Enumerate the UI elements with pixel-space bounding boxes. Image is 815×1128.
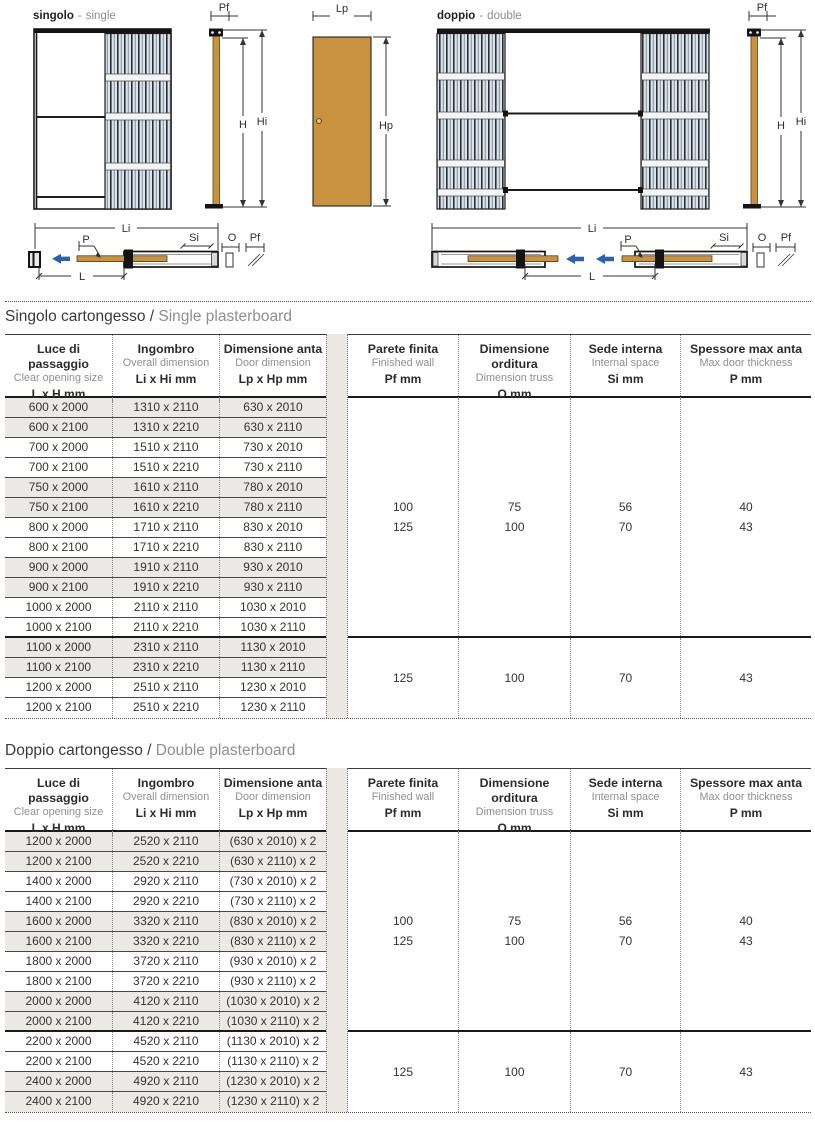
column-header: Parete finita Finished wall Pf mm: [367, 342, 439, 386]
spec-value: 70: [618, 1065, 633, 1079]
table-row: [5, 538, 326, 558]
table-cell: 1510 x 2210: [112, 458, 219, 477]
table-cell: 2110 x 2110: [112, 598, 219, 617]
table-cell: 1030 x 2110: [219, 618, 326, 636]
table-row: [5, 618, 326, 638]
table-cell: (830 x 2010) x 2: [219, 912, 326, 931]
spec-pf: [348, 1032, 458, 1112]
table-cell: 2920 x 2210: [112, 892, 219, 911]
table-cell: 2000 x 2000: [25, 994, 92, 1008]
table-cell: 1800 x 2000: [25, 954, 92, 968]
column-header: Dimensione orditura Dimension truss O mm: [458, 335, 570, 402]
dim-label-p: P: [624, 234, 632, 246]
table-cell: 1510 x 2110: [112, 438, 219, 457]
spec-group: [348, 398, 811, 638]
table-cell: 2400 x 2100: [25, 1094, 92, 1108]
table-row: [5, 1052, 326, 1072]
dim-label-si: Si: [189, 232, 199, 244]
track-carriage: [747, 29, 761, 37]
track-carriage: [209, 29, 223, 37]
dim-label-li: Li: [121, 223, 131, 235]
table-row: [5, 912, 326, 932]
table-cell: 830 x 2110: [219, 538, 326, 557]
dim-label-l: L: [78, 271, 86, 283]
table-cell: 2520 x 2210: [112, 852, 219, 871]
spec-p: [680, 832, 811, 1030]
table-body-left: [5, 398, 326, 718]
table-cell: 2920 x 2110: [112, 872, 219, 891]
table-cell: 4920 x 2110: [112, 1072, 219, 1091]
column-header: Ingombro Overall dimension Li x Hi mm: [112, 769, 219, 836]
column-header: Sede interna Internal space Si mm: [570, 335, 680, 402]
table-row: [5, 972, 326, 992]
table-cell: 4120 x 2210: [112, 1012, 219, 1030]
table-cell: 1600 x 2000: [25, 914, 92, 928]
spec-p: [680, 398, 811, 636]
table-cell: (930 x 2110) x 2: [219, 972, 326, 991]
spec-value: 56: [618, 914, 633, 928]
spec-si: [570, 398, 680, 636]
column-header: Luce di passaggio Clear opening size L x H mm: [13, 342, 104, 401]
table-cell: 1400 x 2100: [25, 894, 92, 908]
door-plan-left: [468, 256, 558, 262]
jamb-post-section: [751, 33, 758, 205]
table-cell: 4920 x 2210: [112, 1092, 219, 1112]
table-cell: 1600 x 2100: [25, 934, 92, 948]
table-cell: 630 x 2010: [219, 398, 326, 417]
spec-pf: [348, 398, 458, 636]
spec-value: 125: [392, 934, 414, 948]
section-title-english: Single plasterboard: [158, 308, 292, 325]
table-row: [5, 458, 326, 478]
section-title: [5, 306, 811, 328]
section-title-italian: Doppio cartongesso: [5, 742, 143, 759]
door-bumper: [124, 250, 133, 269]
table-cell: 4520 x 2110: [112, 1032, 219, 1051]
table-cell: 1910 x 2110: [112, 558, 219, 577]
spec-p: [680, 1032, 811, 1112]
table-cell: (1030 x 2110) x 2: [219, 1012, 326, 1030]
table-header-left: [5, 768, 326, 835]
column-header: Sede interna Internal space Si mm: [570, 769, 680, 836]
table-header-right: [348, 768, 811, 835]
table-row: [5, 658, 326, 678]
table-cell: 2310 x 2210: [112, 658, 219, 677]
dimension-columns: [5, 334, 326, 718]
spec-value: 40: [739, 914, 753, 928]
double-diagram: [432, 2, 806, 283]
table-cell: 780 x 2110: [219, 498, 326, 517]
table-cell: 4520 x 2210: [112, 1052, 219, 1071]
table-row: [5, 518, 326, 538]
table-cell: 1910 x 2210: [112, 578, 219, 597]
door-knob: [317, 119, 322, 124]
mesh-panel-left: [437, 34, 505, 210]
table-cell: 2510 x 2210: [112, 698, 219, 718]
dim-label-p: P: [82, 234, 90, 246]
table-header-left: [5, 334, 326, 401]
table-cell: 2520 x 2110: [112, 832, 219, 851]
spec-o: [458, 1032, 570, 1112]
table-cell: 730 x 2110: [219, 458, 326, 477]
table-cell: (630 x 2110) x 2: [219, 852, 326, 871]
table-cell: 1030 x 2010: [219, 598, 326, 617]
single-vertical-section: [205, 2, 267, 209]
dim-label-hi: Hi: [795, 116, 807, 128]
table-cell: 1130 x 2110: [219, 658, 326, 677]
table-cell: 930 x 2010: [219, 558, 326, 577]
table-row: [5, 598, 326, 618]
single-diagram-title: singolo - single: [33, 10, 116, 22]
table-row: [5, 872, 326, 892]
single-plasterboard-section: [5, 301, 811, 719]
double-plan-view: [432, 223, 795, 283]
single-plasterboard-table: [5, 334, 811, 719]
door-leaf-drawing: [313, 3, 393, 206]
table-row: [5, 852, 326, 872]
table-cell: (1130 x 2110) x 2: [219, 1052, 326, 1071]
table-cell: 700 x 2000: [28, 440, 89, 454]
table-cell: 630 x 2110: [219, 418, 326, 437]
dim-label-lp: Lp: [335, 3, 349, 15]
spec-value: 70: [618, 520, 633, 534]
dimension-columns: [5, 768, 326, 1112]
column-header: Spessore max anta Max door thickness P mm: [680, 769, 811, 836]
table-cell: 930 x 2110: [219, 578, 326, 597]
double-plasterboard-section: [5, 740, 811, 1113]
table-row: [5, 892, 326, 912]
spec-value: 70: [618, 934, 633, 948]
single-plan-view: [29, 223, 264, 283]
jamb-plan-section: [29, 252, 40, 267]
table-cell: 780 x 2010: [219, 478, 326, 497]
table-cell: 800 x 2100: [28, 540, 89, 554]
door-bumper: [516, 250, 525, 269]
table-cell: (1230 x 2110) x 2: [219, 1092, 326, 1112]
spec-value: 100: [504, 1065, 525, 1079]
table-row: [5, 498, 326, 518]
dim-label-si: Si: [719, 232, 729, 244]
table-cell: 2000 x 2100: [25, 1014, 92, 1028]
table-cell: (1030 x 2010) x 2: [219, 992, 326, 1011]
table-row: [5, 438, 326, 458]
table-row: [5, 992, 326, 1012]
table-cell: 750 x 2000: [28, 480, 89, 494]
table-cell: 1400 x 2000: [25, 874, 92, 888]
table-cell: 730 x 2010: [219, 438, 326, 457]
table-cell: 800 x 2000: [28, 520, 89, 534]
section-title-english: Double plasterboard: [155, 742, 296, 759]
dim-label-l: L: [588, 271, 596, 283]
column-header: Dimensione anta Door dimension Lp x Hp mm: [219, 769, 326, 836]
table-cell: 1310 x 2210: [112, 418, 219, 437]
table-cell: 4120 x 2110: [112, 992, 219, 1011]
dim-label-h: H: [239, 119, 247, 131]
column-header: Dimensione anta Door dimension Lp x Hp mm: [219, 335, 326, 402]
table-cell: 1100 x 2100: [25, 660, 92, 674]
table-gap-strip: [326, 334, 348, 718]
column-header: Ingombro Overall dimension Li x Hi mm: [112, 335, 219, 402]
table-cell: 700 x 2100: [28, 460, 89, 474]
dim-label-li: Li: [587, 223, 597, 235]
table-body-right: [348, 398, 811, 718]
spec-value: 100: [504, 934, 525, 948]
table-cell: 2200 x 2000: [25, 1034, 92, 1048]
double-front-view: [437, 29, 710, 210]
dim-label-pf-wall: Pf: [780, 232, 792, 244]
table-cell: 600 x 2000: [28, 400, 89, 414]
spec-value: 43: [739, 671, 753, 685]
table-cell: 900 x 2000: [28, 560, 89, 574]
floor-plate: [205, 204, 223, 209]
table-cell: (930 x 2010) x 2: [219, 952, 326, 971]
spec-value: 43: [739, 520, 753, 534]
table-cell: 1710 x 2210: [112, 538, 219, 557]
spec-value: 100: [392, 500, 414, 514]
section-title-separator: /: [145, 308, 159, 325]
spec-si: [570, 832, 680, 1030]
table-row: [5, 578, 326, 598]
spec-group: [348, 832, 811, 1032]
table-body-left: [5, 832, 326, 1112]
table-cell: 3320 x 2110: [112, 912, 219, 931]
dim-label-o: O: [227, 232, 237, 244]
spec-value: 100: [392, 914, 414, 928]
table-cell: 1130 x 2010: [219, 638, 326, 657]
table-cell: 1610 x 2110: [112, 478, 219, 497]
table-row: [5, 638, 326, 658]
jamb-post-section: [213, 33, 220, 205]
mesh-panel-right: [641, 34, 709, 210]
dim-label-hp: Hp: [378, 120, 394, 132]
table-body-right: [348, 832, 811, 1112]
table-row: [5, 1072, 326, 1092]
table-row: [5, 1032, 326, 1052]
table-cell: 1230 x 2110: [219, 698, 326, 718]
table-cell: 1200 x 2000: [25, 680, 92, 694]
table-cell: 1200 x 2100: [25, 854, 92, 868]
dim-label-o: O: [757, 232, 767, 244]
spec-value: 125: [392, 1065, 414, 1079]
spec-o: [458, 832, 570, 1030]
double-plasterboard-table: [5, 768, 811, 1113]
table-cell: (730 x 2010) x 2: [219, 872, 326, 891]
table-cell: (630 x 2010) x 2: [219, 832, 326, 851]
spec-si: [570, 638, 680, 718]
spec-value: 56: [618, 500, 633, 514]
table-cell: 1610 x 2210: [112, 498, 219, 517]
dim-label-pf-wall: Pf: [249, 232, 261, 244]
dim-label-pf: Pf: [218, 2, 230, 14]
table-cell: 1710 x 2110: [112, 518, 219, 537]
spec-value: 43: [739, 934, 753, 948]
column-header: Dimensione orditura Dimension truss O mm: [458, 769, 570, 836]
table-cell: 1310 x 2110: [112, 398, 219, 417]
spec-pf: [348, 832, 458, 1030]
table-cell: (830 x 2110) x 2: [219, 932, 326, 951]
column-header: Spessore max anta Max door thickness P mm: [680, 335, 811, 402]
spec-si: [570, 1032, 680, 1112]
spec-pf: [348, 638, 458, 718]
table-cell: 900 x 2100: [28, 580, 89, 594]
dim-label-hi: Hi: [256, 116, 268, 128]
table-row: [5, 952, 326, 972]
table-cell: 1800 x 2100: [25, 974, 92, 988]
table-cell: (1130 x 2010) x 2: [219, 1032, 326, 1051]
slide-direction-arrow-icon: [52, 254, 70, 264]
table-cell: (730 x 2110) x 2: [219, 892, 326, 911]
table-cell: 2510 x 2110: [112, 678, 219, 697]
table-row: [5, 832, 326, 852]
double-diagram-title: doppio - double: [437, 10, 522, 22]
spec-value: 75: [507, 914, 522, 928]
table-header-right: [348, 334, 811, 401]
section-title: [5, 740, 811, 762]
table-cell: 3320 x 2210: [112, 932, 219, 951]
dim-label-pf: Pf: [756, 2, 768, 14]
single-diagram: [29, 2, 393, 283]
spec-value: 125: [392, 671, 414, 685]
door-bumper: [655, 250, 664, 269]
table-cell: 2200 x 2100: [25, 1054, 92, 1068]
door-plan: [77, 256, 167, 262]
spec-columns: [348, 334, 811, 718]
table-row: [5, 932, 326, 952]
slide-direction-arrow-right-icon: [566, 254, 584, 264]
spec-o: [458, 638, 570, 718]
spec-value: 70: [618, 671, 633, 685]
spec-value: 43: [739, 1065, 753, 1079]
column-header: Parete finita Finished wall Pf mm: [367, 776, 439, 820]
table-cell: 1000 x 2100: [25, 620, 92, 634]
double-vertical-section: [743, 2, 806, 209]
table-cell: 1100 x 2000: [25, 640, 92, 654]
section-title-separator: /: [142, 742, 156, 759]
table-cell: 1200 x 2100: [25, 700, 92, 714]
door-plan-right: [622, 256, 712, 262]
spec-group: [348, 1032, 811, 1112]
table-row: [5, 558, 326, 578]
table-row: [5, 418, 326, 438]
section-title-italian: Singolo cartongesso: [5, 308, 146, 325]
table-cell: 2400 x 2000: [25, 1074, 92, 1088]
spec-p: [680, 638, 811, 718]
table-cell: 3720 x 2110: [112, 952, 219, 971]
table-cell: 1000 x 2000: [25, 600, 92, 614]
table-row: [5, 1092, 326, 1112]
table-cell: 2110 x 2210: [112, 618, 219, 636]
spec-value: 100: [504, 671, 525, 685]
table-row: [5, 698, 326, 718]
table-cell: 1230 x 2010: [219, 678, 326, 697]
table-row: [5, 678, 326, 698]
table-cell: 830 x 2010: [219, 518, 326, 537]
technical-diagrams: [5, 0, 815, 298]
spec-group: [348, 638, 811, 718]
table-cell: 2310 x 2110: [112, 638, 219, 657]
column-header: Luce di passaggio Clear opening size L x H mm: [13, 776, 104, 835]
table-cell: 1200 x 2000: [25, 834, 92, 848]
spec-value: 100: [504, 520, 525, 534]
table-row: [5, 1012, 326, 1032]
single-front-view: [34, 29, 171, 210]
table-cell: 3720 x 2210: [112, 972, 219, 991]
slide-direction-arrow-left-icon: [596, 254, 614, 264]
spec-value: 75: [507, 500, 522, 514]
floor-plate: [743, 204, 761, 209]
spec-value: 40: [739, 500, 753, 514]
table-row: [5, 478, 326, 498]
spec-columns: [348, 768, 811, 1112]
spec-value: 125: [392, 520, 414, 534]
spec-o: [458, 398, 570, 636]
table-cell: (1230 x 2010) x 2: [219, 1072, 326, 1091]
table-gap-strip: [326, 768, 348, 1112]
dim-label-h: H: [777, 120, 785, 132]
table-row: [5, 398, 326, 418]
table-cell: 750 x 2100: [28, 500, 89, 514]
mesh-panel: [105, 34, 171, 210]
table-cell: 600 x 2100: [28, 420, 89, 434]
